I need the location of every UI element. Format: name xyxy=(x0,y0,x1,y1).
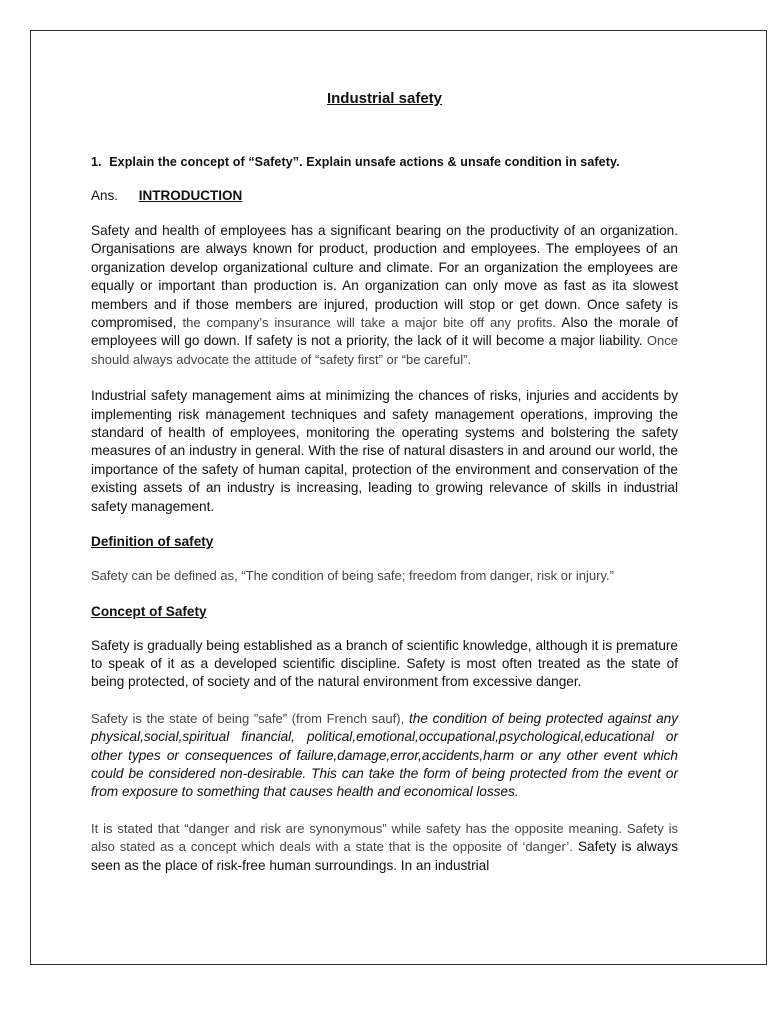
concept-p3-rest: Safety is always seen as the place of risk-free human surroundings. In an industrial xyxy=(91,839,679,873)
introduction-heading: INTRODUCTION xyxy=(138,188,243,203)
document-title: Industrial safety xyxy=(326,90,443,107)
answer-line xyxy=(91,188,678,203)
concept-heading: Concept of Safety xyxy=(91,603,207,619)
document-body xyxy=(91,90,678,875)
definition-heading: Definition of safety xyxy=(91,534,214,550)
concept-p2-italic: the condition of being protected against any physical,social,spiritual financial, political,emotional,occupational,psychological,educational or other types or consequences of failure,damage,error,accidents,harm or any other event which could be considered non-desirable. This can take the form of being protected from the event or from exposure to something that causes health and economical losses. xyxy=(91,710,678,800)
question-heading xyxy=(91,155,678,169)
intro-paragraph-1 xyxy=(91,222,678,369)
intro-p1-part2: the company’s insurance will take a major bite off any profits. xyxy=(182,315,556,331)
concept-p3-lead: It is stated that “danger and risk are synonymous” while safety has the opposite meaning. Safety is also stated as a concept which deals with a state that is the opposite of ‘danger’. xyxy=(91,820,678,855)
concept-p2-lead: Safety is the state of being ”safe” (from French sauf), xyxy=(91,710,405,726)
intro-p1-part1: Safety and health of employees has a significant bearing on the productivity of an organization. Organisations are always known for product, production and employees. The employees of an organization develop organizational culture and climate. For an organization the employees are equally or important than production is. An organization can only move as fast as ita slowest members and if those members are injured, production will stop or get down. Once safety is compromised, xyxy=(91,223,678,331)
intro-p1-part4: Once should always advocate the attitude of “safety first” or “be careful”. xyxy=(91,333,678,367)
question-number: 1. xyxy=(91,155,102,169)
concept-paragraph-3 xyxy=(91,820,678,875)
answer-label: Ans. xyxy=(91,188,119,203)
concept-paragraph-2 xyxy=(91,710,678,802)
intro-paragraph-2: Industrial safety management aims at minimizing the chances of risks, injuries and accidents by implementing risk management techniques and safety management operations, improving the standard of health of employees, monitoring the operating systems and bolstering the safety measures of an industry in general. With the rise of natural disasters in and around our world, the importance of the safety of human capital, protection of the environment and conservation of the existing assets of an industry is increasing, leading to growing relevance of skills in industrial safety management. xyxy=(91,388,678,514)
intro-p1-part3: Also the morale of employees will go down. If safety is not a priority, the lack of it will become a major liability. xyxy=(91,315,679,349)
definition-text: Safety can be defined as, “The condition of being safe; freedom from danger, risk or injury.” xyxy=(91,568,614,584)
concept-paragraph-1: Safety is gradually being established as a branch of scientific knowledge, although it is premature to speak of it as a developed scientific discipline. Safety is most often treated as the state of being protected, of society and of the natural environment from excessive danger. xyxy=(91,637,678,690)
question-text: Explain the concept of “Safety”. Explain unsafe actions & unsafe condition in safety. xyxy=(109,155,620,169)
